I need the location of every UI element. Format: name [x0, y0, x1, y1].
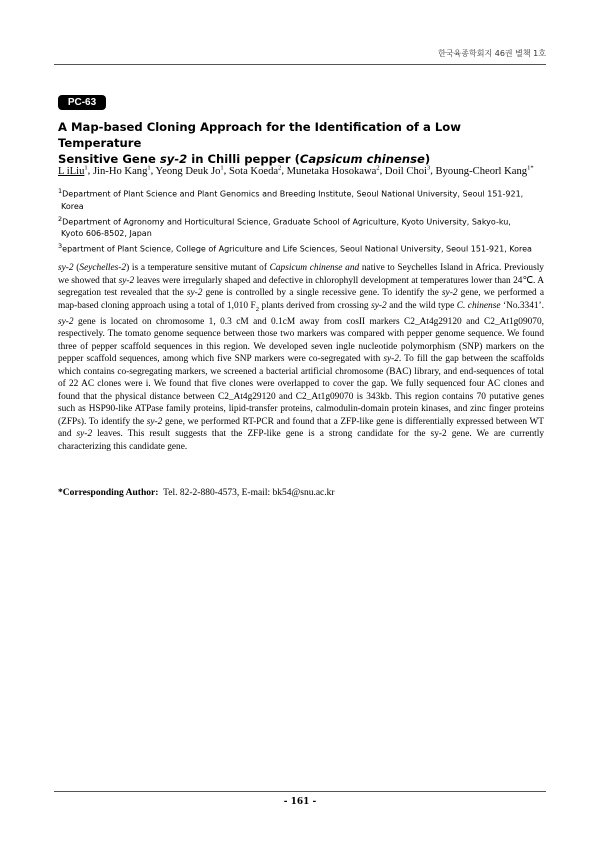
abstract-text: (: [73, 263, 80, 273]
author: [156, 166, 224, 177]
title-species-name: Capsicum chinense: [299, 152, 425, 166]
corresponding-author-label: *Corresponding Author:: [58, 488, 159, 498]
author: [229, 166, 281, 177]
page-number: - 161 -: [283, 797, 317, 807]
author: [287, 166, 380, 177]
author-name: Yeong Deuk Jo: [155, 165, 221, 177]
abstract-text: and the wild type: [386, 300, 457, 311]
affiliation-mark: 1: [58, 187, 63, 195]
title-gene-name: sy-2: [159, 152, 188, 166]
abstract-text: . To fill the gap between the scaffolds which contains co-segregating markers, we screened a bacterial artificial chromosome (BAC) library, and end-sequences of total of 22 AC clones were i. We found that five clones were overlapped to cover the gap. We fully sequenced four AC clones and found that the physical distance between C2_At4g29120 and C2_At1g09070 is 343kb. This region contains 70 putative genes such as HSP90-like ATPase family proteins, lipid-transfer proteins, calmodulin-domain protein kinases, and zinc finger proteins (ZFPs). To identify the: [58, 354, 545, 427]
footer-divider: [54, 791, 546, 792]
abstract-text: gene is located on chromosome 1, 0.3 cM and 0.1cM away from cosII markers C2_At4g29120 and C2_At1g09070, respectively. The tomato genome sequence between those two markers was compared with pepper genome sequence. We found three of pepper scaffold sequences in this region. We developed seven ingle nucleotide polymorphism (SNP) markers on the pepper scaffold sequences, among which five SNP markers were co-segregated with: [58, 316, 544, 365]
abstract-body: [58, 262, 544, 453]
author-affiliation-mark: 2: [278, 164, 282, 171]
poster-code-badge: PC-63: [58, 95, 106, 110]
title-line-2-suffix: ): [424, 152, 431, 166]
abstract-text: leaves. This result suggests that the ZFP-like gene is a strong candidate for the sy-2 gene. We are currently characterizing this candidate gene.: [58, 429, 545, 452]
journal-header: 한국육종학회지 46권 별책 1호: [438, 49, 546, 58]
author-name: Jin-Ho Kang: [92, 165, 148, 177]
abstract-text: gene, we performed a map-based cloning approach using a total of 1,010 F: [58, 288, 544, 311]
author: [385, 166, 430, 177]
affiliation: [58, 213, 550, 241]
abstract-text: gene, we performed RT-PCR and found that a ZFP-like gene is differentially expressed between WT and: [58, 416, 544, 440]
author-affiliation-mark: 3: [427, 164, 431, 171]
abstract-text: native to Seychelles Island in Africa. Previously we showed that: [58, 263, 544, 286]
corresponding-author-contact: Tel. 82-2-880-4573, E-mail: bk54@snu.ac.kr: [163, 488, 335, 498]
affiliation-line: Kyoto 606-8502, Japan: [61, 229, 152, 239]
affiliation-line: Korea: [61, 201, 84, 211]
abstract-italic-term: sy-2: [383, 354, 399, 365]
abstract-italic-term: sy-2: [441, 288, 458, 298]
corresponding-author: [58, 487, 544, 500]
affiliation-mark: 2: [58, 214, 63, 223]
author-affiliation-mark: 1: [84, 164, 88, 171]
abstract-italic-term: sy-2: [186, 288, 203, 298]
title-line-2-middle: in Chilli pepper (: [187, 152, 300, 166]
abstract-text: ) is a temperature sensitive mutant of: [126, 263, 270, 273]
author-name: Munetaka Hosokawa: [286, 165, 377, 177]
author-name: Sota Koeda: [228, 165, 279, 177]
abstract-italic-term: sy-2: [58, 263, 74, 273]
abstract-italic-term: C. chinense: [456, 300, 501, 311]
author-name: Byoung-Cheorl Kang: [435, 165, 528, 177]
author-name: L iLiu: [58, 165, 85, 177]
affiliation-mark: 3: [58, 242, 63, 251]
abstract-text: gene is controlled by a single recessive gene. To identify the: [202, 288, 442, 298]
abstract-subscript: 2: [255, 305, 259, 313]
author: [58, 166, 88, 177]
affiliation: [58, 185, 550, 213]
title-line-1: A Map-based Cloning Approach for the Identification of a Low Temperature: [58, 120, 461, 150]
author: [436, 166, 534, 177]
abstract-italic-term: sy-2: [58, 316, 74, 327]
author-affiliation-mark: 1*: [527, 164, 534, 171]
abstract-italic-term: Seychelles-2: [79, 263, 127, 273]
abstract-italic-term: sy-2: [118, 275, 135, 286]
paper-title: [58, 119, 548, 167]
author-list: L iLiu$^1$, Jin-Ho Kang$^1$, Yeong Deuk Jo$^1$, Sota Koeda$^2$, Munetaka Hosokawa$^2$, Doil Choi$^3$, Byoung-Cheorl Kang$^{1*}$: [58, 164, 534, 177]
author-affiliation-mark: 1: [220, 164, 224, 171]
affiliation-line: Department of Agronomy and Horticultural Science, Graduate School of Agriculture, Kyoto University, Sakyo-ku,: [62, 217, 511, 227]
author-name: Doil Choi: [384, 165, 427, 177]
affiliation-line: epartment of Plant Science, College of Agriculture and Life Sciences, Seoul National University, Seoul 151-921, Korea: [62, 244, 532, 254]
abstract-italic-term: sy-2: [76, 429, 93, 440]
abstract-text: ‘No.3341’.: [500, 300, 544, 311]
author-affiliation-mark: 1: [147, 164, 151, 171]
abstract-italic-term: sy-2: [371, 300, 387, 311]
abstract-italic-term: sy-2: [146, 416, 163, 427]
title-line-2-prefix: Sensitive Gene: [58, 152, 160, 166]
affiliation-line: Department of Plant Science and Plant Genomics and Breeding Institute, Seoul National University, Seoul 151-921,: [62, 189, 524, 199]
header-divider: [54, 64, 546, 65]
affiliation-list: [58, 185, 550, 256]
abstract-text: plants derived from crossing: [258, 300, 372, 311]
affiliation: [58, 240, 550, 256]
abstract-italic-term: Capsicum chinense and: [269, 263, 360, 273]
abstract-text: leaves were irregularly shaped and defective in chlorophyll development at temperatures lower than 24℃. A segregation test revealed that the: [58, 275, 544, 298]
author: [93, 166, 151, 177]
author-affiliation-mark: 2: [376, 164, 380, 171]
